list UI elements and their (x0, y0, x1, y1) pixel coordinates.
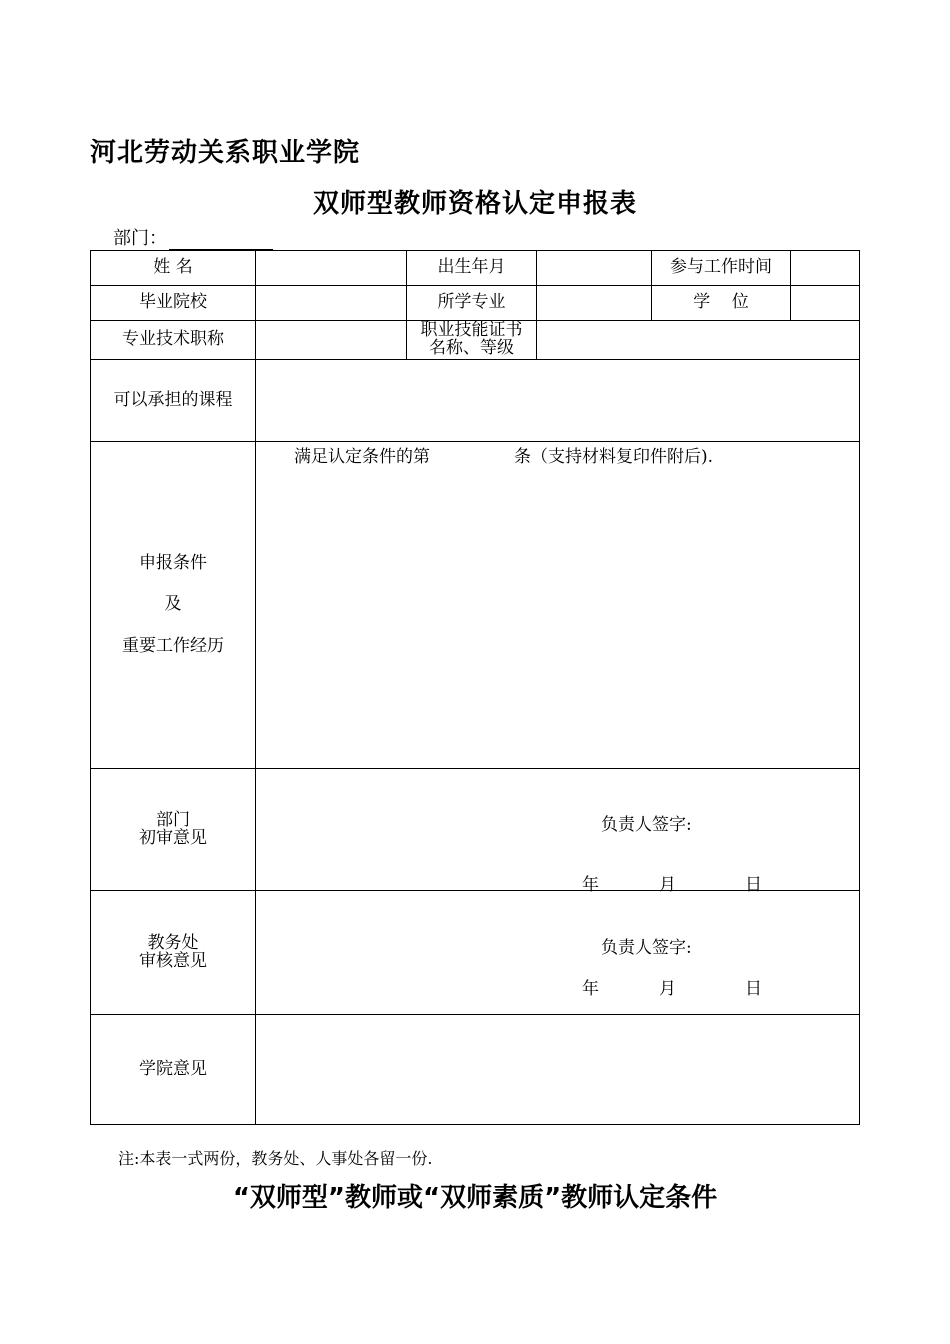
professional-title-label: 专业技术职称 (122, 329, 224, 350)
degree-label: 学 位 (693, 292, 749, 313)
conditions-label-line2: 及 (164, 594, 182, 615)
work-start-label: 参与工作时间 (670, 257, 772, 278)
skill-cert-label (407, 321, 536, 359)
birth-value[interactable] (537, 251, 651, 285)
skill-cert-value[interactable] (537, 321, 859, 359)
conditions-label-line1: 申报条件 (139, 552, 207, 573)
dept-review-label-line2: 初审意见 (139, 827, 207, 848)
academic-review-label (91, 891, 255, 1014)
birth-label: 出生年月 (437, 257, 506, 278)
name-value[interactable] (256, 251, 406, 285)
form-title: 双师型教师资格认定申报表 (312, 189, 637, 219)
skill-cert-label-line2: 名称、等级 (429, 338, 514, 358)
academic-year-label: 年 (582, 979, 599, 999)
table-line (90, 1124, 860, 1125)
graduate-school-label: 毕业院校 (139, 292, 207, 313)
academic-signature-label: 负责人签字: (601, 938, 692, 958)
academic-review-label-line1: 教务处 (147, 932, 199, 953)
dept-year-label: 年 (582, 875, 599, 895)
college-opinion-value[interactable] (256, 1015, 859, 1124)
conditions-label-line3: 重要工作经历 (122, 635, 224, 656)
graduate-school-value[interactable] (256, 286, 406, 320)
dept-month-label: 月 (659, 875, 676, 895)
name-label: 姓 名 (153, 257, 193, 278)
academic-review-value[interactable] (256, 891, 859, 1014)
conditions-label (91, 442, 255, 768)
criteria-heading: “双师型”教师或“双师素质”教师认定条件 (232, 1183, 718, 1213)
dept-review-value[interactable] (256, 769, 859, 895)
department-blank[interactable] (169, 230, 273, 250)
courses-value[interactable] (256, 360, 859, 441)
dept-day-label: 日 (745, 875, 762, 895)
degree-value[interactable] (791, 286, 859, 320)
courses-label: 可以承担的课程 (113, 389, 233, 410)
major-value[interactable] (537, 286, 651, 320)
table-line (859, 250, 860, 1125)
work-start-value[interactable] (791, 251, 859, 285)
conditions-text-a: 满足认定条件的第 (294, 447, 430, 467)
college-name: 河北劳动关系职业学院 (90, 138, 361, 168)
conditions-value[interactable] (256, 442, 859, 768)
major-label: 所学专业 (437, 292, 506, 313)
department-field (113, 224, 273, 250)
academic-month-label: 月 (659, 979, 676, 999)
dept-review-label (91, 769, 255, 890)
conditions-text-b: 条（支持材料复印件附后). (514, 447, 714, 467)
skill-cert-label-line1: 职业技能证书 (420, 320, 523, 341)
dept-signature-label: 负责人签字: (601, 815, 692, 835)
department-label: 部门： (113, 228, 167, 249)
footnote: 注:本表一式两份，教务处、人事处各留一份. (118, 1149, 433, 1168)
dept-review-label-line1: 部门 (156, 809, 190, 830)
academic-review-label-line2: 审核意见 (139, 950, 207, 971)
college-opinion-label: 学院意见 (139, 1058, 207, 1079)
professional-title-value[interactable] (256, 321, 406, 359)
academic-day-label: 日 (745, 979, 762, 999)
